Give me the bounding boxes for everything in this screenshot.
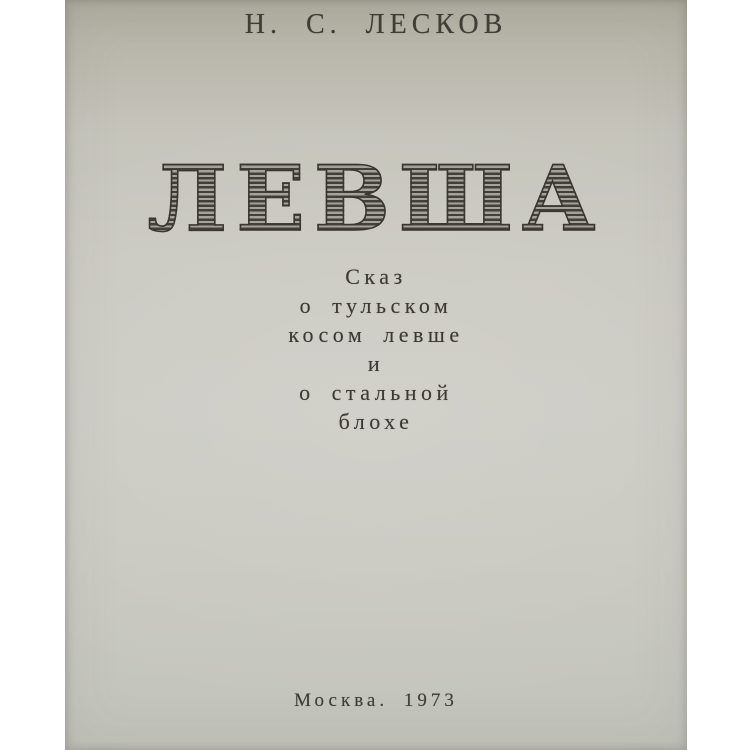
subtitle-line: блохе xyxy=(338,409,414,434)
author-name: Н. С. ЛЕСКОВ xyxy=(244,9,508,40)
title-page xyxy=(65,0,687,750)
subtitle-line: о тульском xyxy=(299,293,453,318)
subtitle-line: и xyxy=(367,351,385,376)
subtitle-line: Сказ xyxy=(345,264,407,289)
subtitle-block xyxy=(65,262,687,436)
subtitle-line: косом левше xyxy=(288,322,464,347)
imprint-line: Москва. 1973 xyxy=(294,690,458,711)
book-title: ЛЕВША xyxy=(65,154,687,244)
subtitle-line: о стальной xyxy=(299,380,453,405)
